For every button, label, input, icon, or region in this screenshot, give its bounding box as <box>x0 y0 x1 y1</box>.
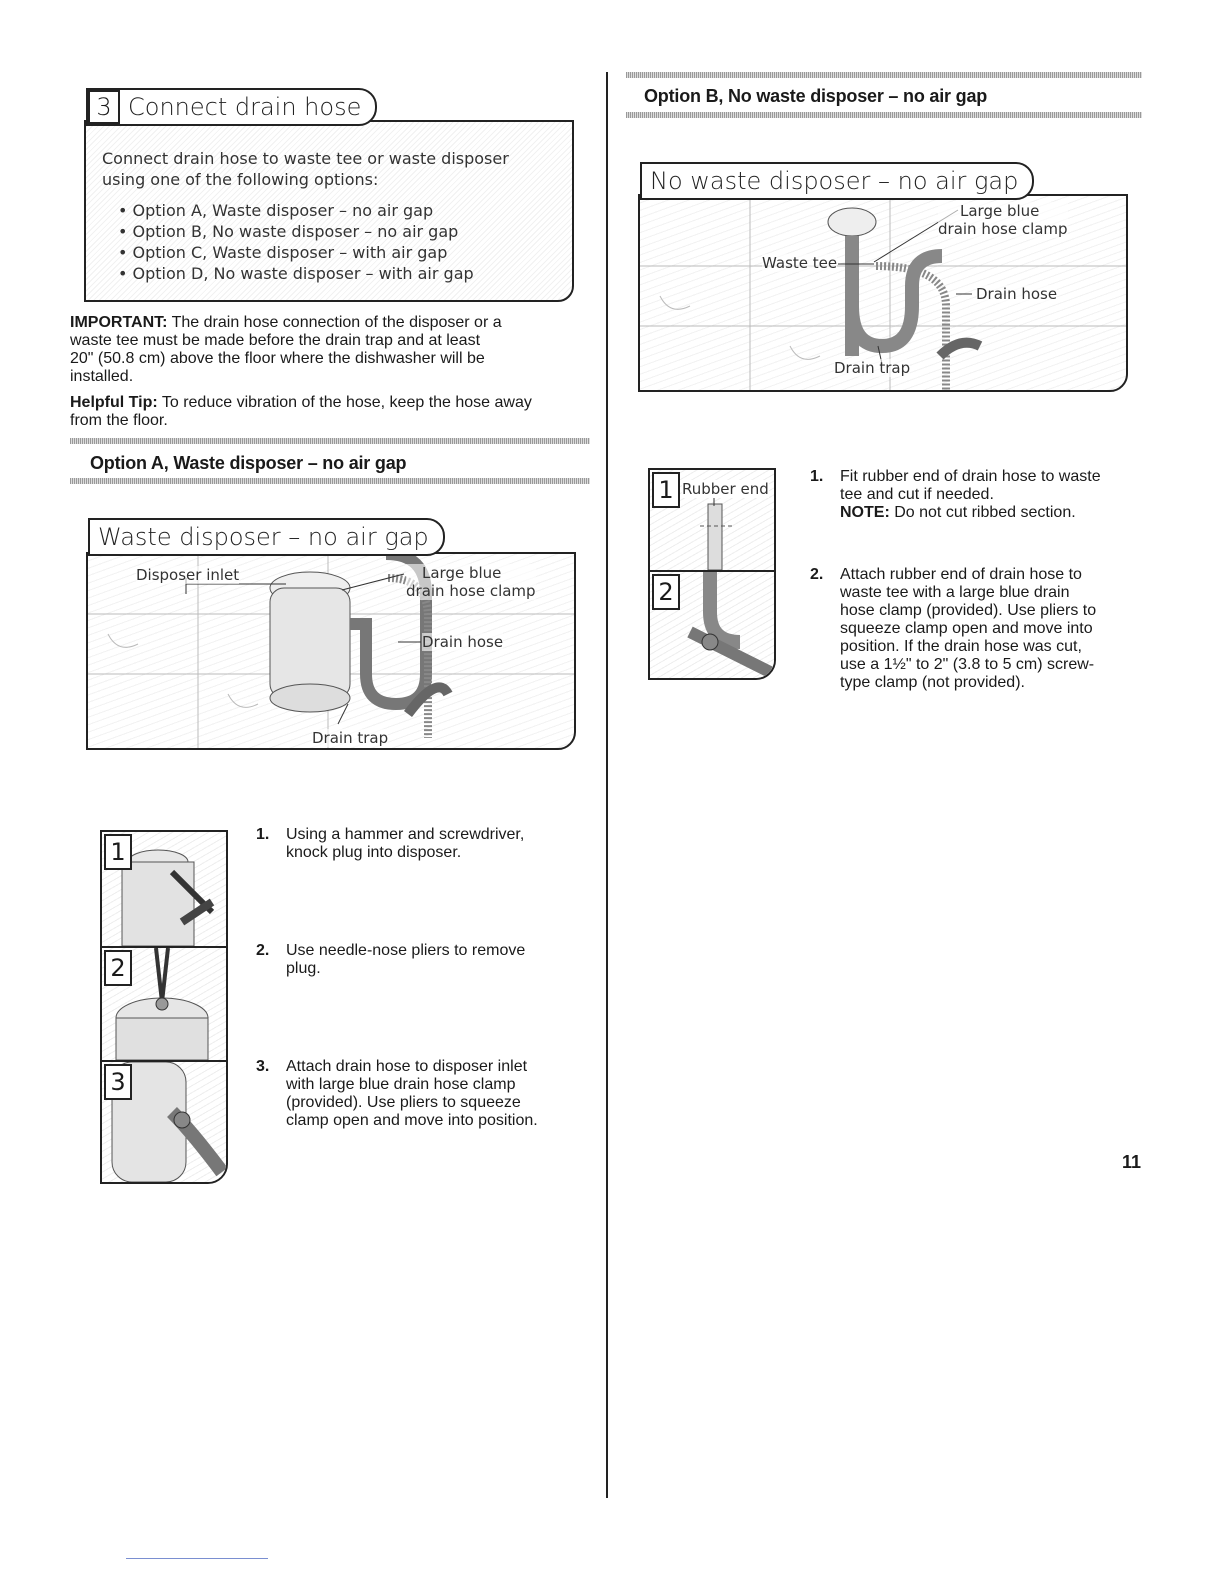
panel-number: 1 <box>104 834 132 870</box>
step-panel-1 <box>102 832 226 948</box>
tip-line1: To reduce vibration of the hose, keep the hose away <box>157 394 532 411</box>
option-a-steps-image <box>100 830 228 1184</box>
note-label: NOTE: <box>840 504 890 521</box>
section-rule <box>626 72 1142 78</box>
step-line: (provided). Use pliers to squeeze <box>286 1094 521 1111</box>
step-line: clamp open and move into position. <box>286 1112 538 1129</box>
step-number: 2. <box>256 942 270 959</box>
step-panel-2 <box>102 948 226 1062</box>
important-line4: installed. <box>70 368 134 385</box>
tip-label: Helpful Tip: <box>70 394 158 411</box>
important-line3: 20" (50.8 cm) above the floor where the dishwasher will be <box>70 350 485 367</box>
panel-number: 2 <box>104 950 132 986</box>
option-a-diagram-title-tab <box>88 518 445 556</box>
drain-hose-label: Drain hose <box>422 633 504 651</box>
panel-number: 3 <box>104 1064 132 1100</box>
panel-number: 1 <box>652 472 680 508</box>
important-note <box>70 314 590 386</box>
step-line: position. If the drain hose was cut, <box>840 638 1082 655</box>
option-b-steps-image <box>648 468 776 680</box>
step-line: hose clamp (provided). Use pliers to <box>840 602 1097 619</box>
column-divider <box>606 72 608 1498</box>
clamp-label-line2: drain hose clamp <box>938 220 1068 238</box>
option-list-item: • Option B, No waste disposer – no air gap <box>118 222 459 241</box>
panel-number: 2 <box>652 574 680 610</box>
step-number: 2. <box>810 566 824 583</box>
option-b-diagram-title: No waste disposer – no air gap <box>650 167 1019 195</box>
step-panel-1 <box>650 470 774 572</box>
step-panel-2 <box>650 572 774 678</box>
step-panel-3 <box>102 1062 226 1182</box>
clamp-label <box>938 202 1068 238</box>
step-line: knock plug into disposer. <box>286 844 462 861</box>
option-b-diagram-title-tab <box>640 162 1034 200</box>
step-number: 1. <box>810 468 824 485</box>
waste-tee-label: Waste tee <box>762 254 838 272</box>
page-number: 11 <box>1122 1152 1142 1172</box>
step3-intro-line1: Connect drain hose to waste tee or waste disposer <box>102 149 509 168</box>
step-line: Using a hammer and screwdriver, <box>286 826 525 843</box>
option-b-heading: Option B, No waste disposer – no air gap <box>644 86 988 106</box>
drain-hose-label: Drain hose <box>976 285 1058 303</box>
step3-title-tab <box>86 88 377 126</box>
option-a-heading: Option A, Waste disposer – no air gap <box>90 453 407 473</box>
option-a-diagram <box>86 552 576 750</box>
option-a-diagram-title: Waste disposer – no air gap <box>98 523 429 551</box>
rubber-end-label: Rubber end <box>682 480 769 498</box>
note-text: Do not cut ribbed section. <box>889 504 1076 521</box>
step-line: Use needle-nose pliers to remove <box>286 942 526 959</box>
step-line: Attach drain hose to disposer inlet <box>286 1058 528 1075</box>
important-label: IMPORTANT: <box>70 314 168 331</box>
step-line: plug. <box>286 960 321 977</box>
drain-trap-label: Drain trap <box>312 729 389 747</box>
section-rule <box>70 438 590 444</box>
option-list-item: • Option A, Waste disposer – no air gap <box>118 201 434 220</box>
important-line2: waste tee must be made before the drain trap and at least <box>70 332 481 349</box>
step-line: use a 1½" to 2" (3.8 to 5 cm) screw- <box>840 656 1095 673</box>
helpful-tip <box>70 394 590 430</box>
clamp-label <box>406 564 536 600</box>
step-line: tee and cut if needed. <box>840 486 994 503</box>
footer-line <box>126 1558 268 1559</box>
clamp-label-line1: Large blue <box>960 202 1040 220</box>
option-list-item: • Option C, Waste disposer – with air gap <box>118 243 448 262</box>
option-list-item: • Option D, No waste disposer – with air gap <box>118 264 474 283</box>
drain-trap-label: Drain trap <box>834 359 911 377</box>
option-b-diagram <box>638 194 1128 392</box>
step3-box <box>84 120 574 302</box>
step-line: Fit rubber end of drain hose to waste <box>840 468 1101 485</box>
step3-intro-line2: using one of the following options: <box>102 170 379 189</box>
step-line: waste tee with a large blue drain <box>840 584 1070 601</box>
clamp-label-line2: drain hose clamp <box>406 582 536 600</box>
step-line: squeeze clamp open and move into <box>840 620 1093 637</box>
important-line1: The drain hose connection of the disposer or a <box>167 314 502 331</box>
tip-line2: from the floor. <box>70 412 168 429</box>
step-line: type clamp (not provided). <box>840 674 1025 691</box>
section-rule <box>626 112 1142 118</box>
step-line: Attach rubber end of drain hose to <box>840 566 1082 583</box>
step3-title: Connect drain hose <box>128 93 362 121</box>
step-line: with large blue drain hose clamp <box>286 1076 516 1093</box>
step-number: 1. <box>256 826 270 843</box>
step3-options-list <box>118 200 474 284</box>
disposer-inlet-label: Disposer inlet <box>136 566 240 584</box>
step-number: 3 <box>88 90 120 124</box>
clamp-label-line1: Large blue <box>422 564 502 582</box>
step3-intro <box>102 148 509 190</box>
section-rule <box>70 478 590 484</box>
step-number: 3. <box>256 1058 270 1075</box>
